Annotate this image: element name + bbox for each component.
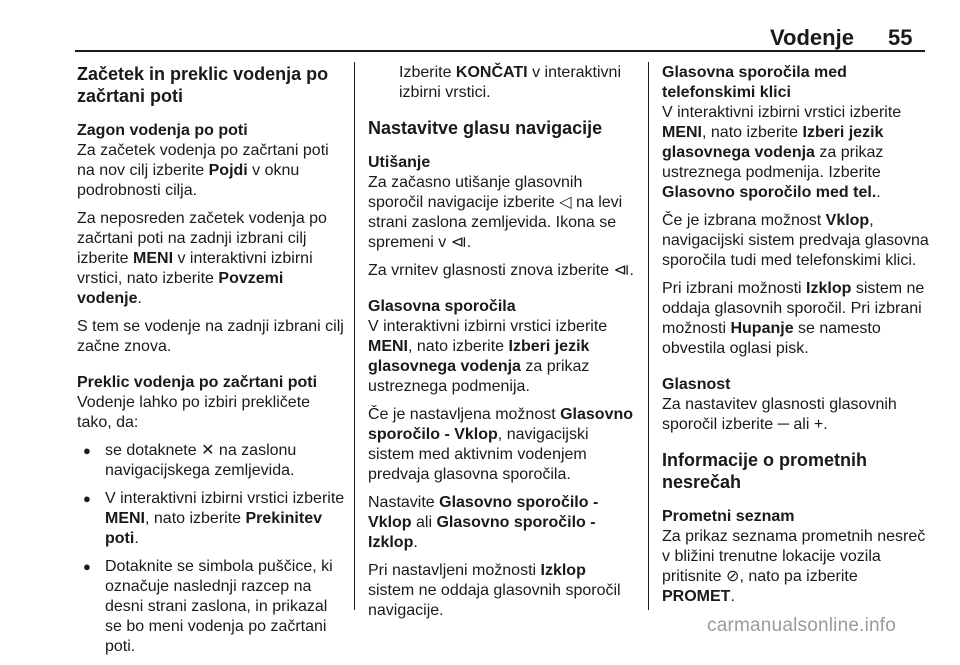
paragraph: Za neposreden začetek vodenja po začrtani poti na zadnji izbrani cilj izberite MENI v interaktivni izbirni vrstici, nato izberite Povzemi vodenje. — [77, 210, 327, 307]
paragraph: Za vrnitev glasnosti znova izberite ⧏. — [368, 262, 634, 279]
speaker-icon: ◁ — [559, 194, 572, 211]
section-heading-start-cancel: Začetek in preklic vodenja po začrtani poti — [77, 64, 329, 106]
close-icon: ✕ — [201, 442, 215, 459]
subheading-mute: Utišanje — [368, 154, 431, 171]
bullet-list — [77, 441, 347, 657]
page-number: 55 — [888, 25, 913, 50]
column-3 — [662, 63, 932, 615]
paragraph: V interaktivni izbirni vrstici izberite MENI, nato izberite Izberi jezik glasovnega vodenja za prikaz ustreznega podmenija. Izberite Glasovno sporočilo med tel.. — [662, 104, 902, 201]
plus-icon: + — [813, 416, 824, 433]
speaker-muted-icon: ⧏ — [613, 262, 630, 279]
paragraph: Če je izbrana možnost Vklop, navigacijski sistem predvaja glasovna sporočila tudi med telefonskimi klici. — [662, 212, 929, 269]
traffic-icon: ⊘ — [726, 568, 740, 585]
paragraph: Za prikaz seznama prometnih nesreč v bližini trenutne lokacije vozila pritisnite ⊘, nato pa izberite PROMET. — [662, 528, 926, 605]
column-divider-1 — [354, 62, 355, 610]
subheading-traffic-list: Prometni seznam — [662, 508, 795, 525]
paragraph: Če je nastavljena možnost Glasovno sporočilo - Vklop, navigacijski sistem med aktivnim vodenjem predvaja glasovna sporočila. — [368, 406, 634, 483]
minus-icon: ─ — [777, 416, 789, 433]
column-divider-2 — [648, 62, 649, 610]
subheading-volume: Glasnost — [662, 376, 731, 393]
watermark: carmanualsonline.info — [707, 615, 897, 636]
paragraph: Vodenje lahko po izbiri prekličete tako, da: — [77, 394, 311, 431]
list-item: ● V interaktivni izbirni vrstici izberite MENI, nato izberite Prekinitev poti. — [77, 489, 347, 549]
paragraph: Izberite KONČATI v interaktivni izbirni vrstici. — [399, 64, 621, 101]
speaker-muted-icon: ⧏ — [450, 234, 467, 251]
column-2 — [368, 63, 636, 629]
running-header-title: Vodenje — [770, 25, 854, 50]
section-heading-voice-settings: Nastavitve glasu navigacije — [368, 118, 603, 138]
header-rule — [75, 50, 925, 52]
paragraph: S tem se vodenje na zadnji izbrani cilj začne znova. — [77, 318, 344, 355]
paragraph: Pri izbrani možnosti Izklop sistem ne oddaja glasovnih sporočil. Pri izbrani možnosti Hupanje se namesto obvestila oglasi pisk. — [662, 280, 925, 357]
section-heading-traffic: Informacije o prometnih nesrečah — [662, 450, 868, 492]
list-item: ● se dotaknete ✕ na zaslonu navigacijskega zemljevida. — [77, 441, 347, 481]
subheading-voice-messages: Glasovna sporočila — [368, 298, 516, 315]
subheading-start-guidance: Zagon vodenja po poti — [77, 122, 248, 139]
subheading-cancel-guidance: Preklic vodenja po začrtani poti — [77, 374, 318, 391]
list-item: ● Dotaknite se simbola puščice, ki označuje naslednji razcep na desni strani zaslona, in prikazal se bo meni vodenja po začrtani poti. — [77, 557, 347, 657]
paragraph: V interaktivni izbirni vrstici izberite MENI, nato izberite Izberi jezik glasovnega vodenja za prikaz ustreznega podmenija. — [368, 318, 608, 395]
paragraph: Za začasno utišanje glasovnih sporočil navigacije izberite ◁ na levi strani zaslona zemljevida. Ikona se spremeni v ⧏. — [368, 174, 623, 251]
paragraph: Za začetek vodenja po začrtani poti na nov cilj izberite Pojdi v oknu podrobnosti cilja. — [77, 142, 329, 199]
column-1 — [77, 63, 347, 665]
paragraph: Nastavite Glasovno sporočilo - Vklop ali Glasovno sporočilo - Izklop. — [368, 494, 599, 551]
paragraph: Pri nastavljeni možnosti Izklop sistem ne oddaja glasovnih sporočil navigacije. — [368, 562, 621, 619]
subheading-calls: Glasovna sporočila med telefonskimi klici — [662, 64, 847, 101]
paragraph: Za nastavitev glasnosti glasovnih sporočil izberite ─ ali +. — [662, 396, 897, 433]
